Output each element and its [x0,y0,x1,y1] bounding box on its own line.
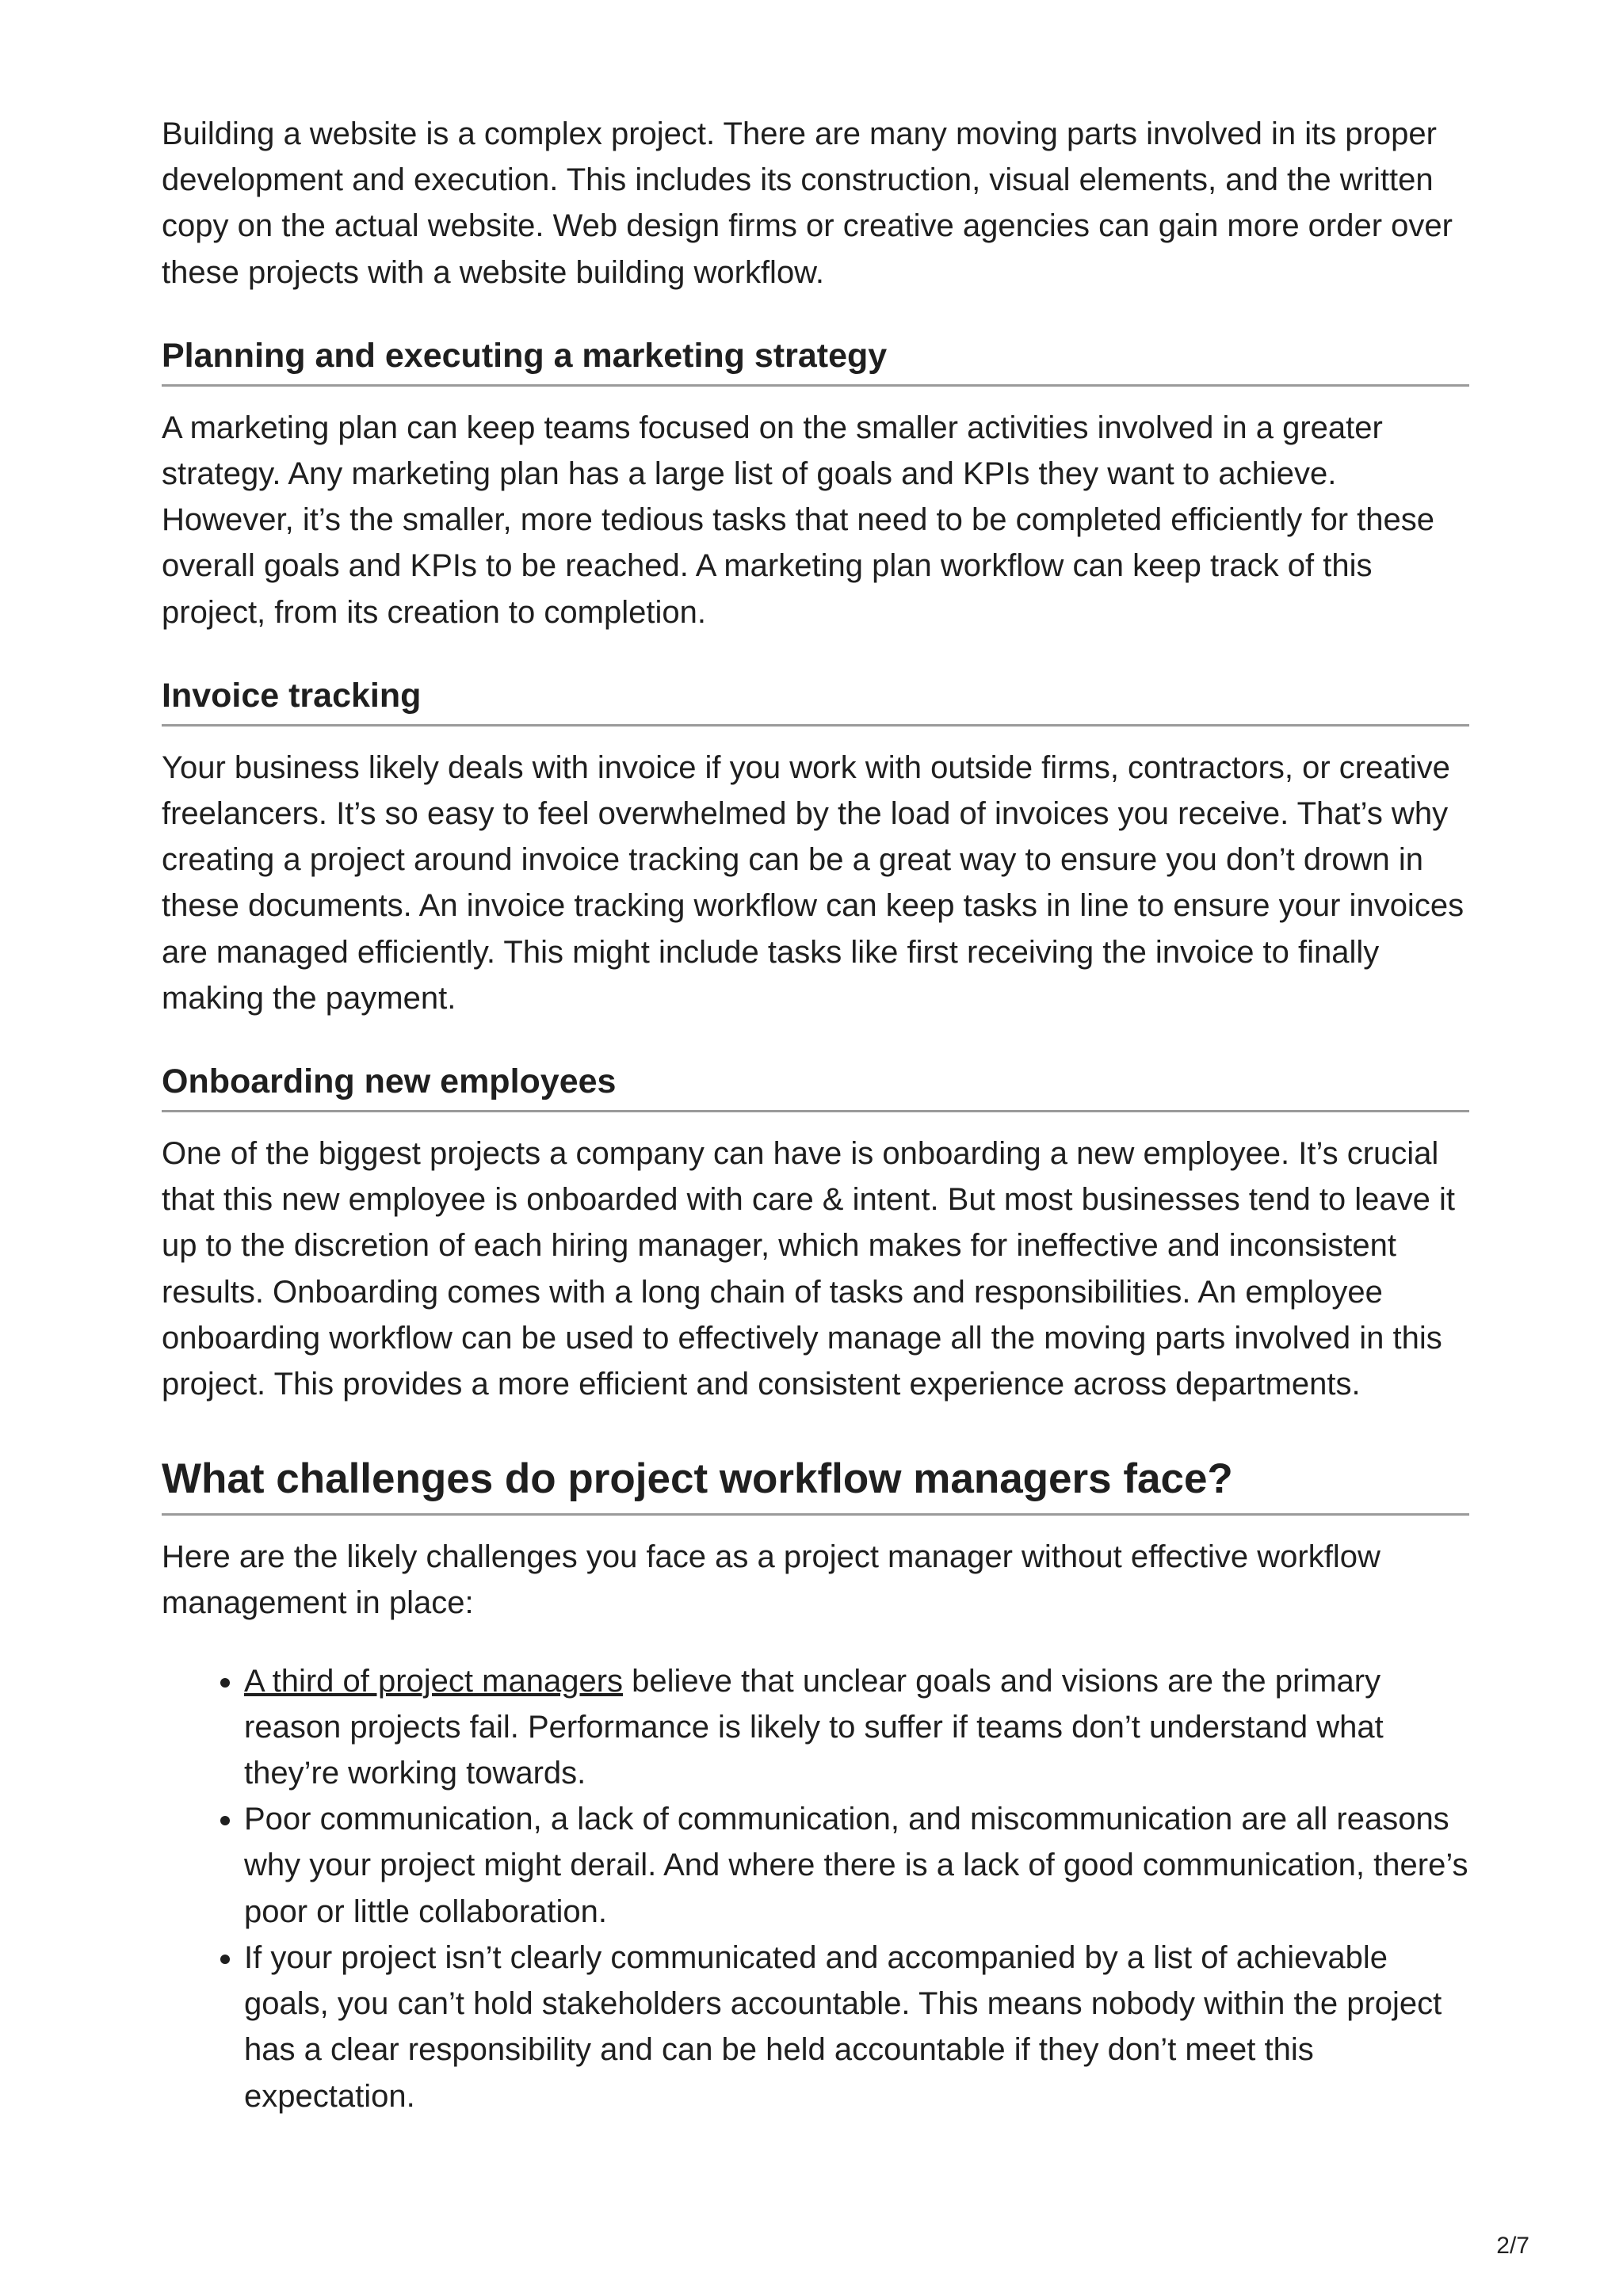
section-heading-marketing: Planning and executing a marketing strategy [162,334,1469,387]
list-item: • If your project isn’t clearly communicated and accompanied by a list of achievable goals, you can’t hold stakeholders accountable. This means nobody within the project has a clear responsibility and can be held accountable if they don’t meet this expectation. [244,1935,1469,2119]
third-of-project-managers-link[interactable]: A third of project managers [244,1663,624,1699]
section-body-invoice: Your business likely deals with invoice if you work with outside firms, contractors, or creative freelancers. It’s so easy to feel overwhelmed by the load of invoices you receive. That’s why creating a project around invoice tracking can be a great way to ensure you don’t drown in these documents. An invoice tracking workflow can keep tasks in line to ensure your invoices are managed efficiently. This might include tasks like first receiving the invoice to finally making the payment. [162,749,1465,1016]
section-body-onboarding: One of the biggest projects a company can have is onboarding a new employee. It’s crucial that this new employee is onboarded with care & intent. But most businesses tend to leave it up to the discretion of each hiring manager, which makes for ineffective and inconsistent results. Onboarding comes with a long chain of tasks and responsibilities. An employee onboarding workflow can be used to effectively manage all the moving parts involved in this project. This provides a more efficient and consistent experience across departments. [162,1136,1456,1402]
list-item [244,1658,1469,1797]
page-number: 2/7 [1496,2233,1529,2259]
intro-paragraph: Building a website is a complex project. There are many moving parts involved in its proper development and execution. This includes its construction, visual elements, and the written copy on the actual website. Web design firms or creative agencies can gain more order over these projects with a website building workflow. [162,116,1453,290]
challenges-list [162,1658,1469,2119]
list-item-text: believe that unclear goals and visions are the primary reason projects fail. Performance is likely to suffer if teams don’t understand what they’re working towards. [244,1663,1384,1791]
challenges-heading: What challenges do project workflow managers face? [162,1453,1469,1516]
list-item: • Poor communication, a lack of communication, and miscommunication are all reasons why your project might derail. And where there is a lack of good communication, there’s poor or little collaboration. [244,1796,1469,1935]
section-heading-invoice: Invoice tracking [162,673,1469,727]
article-content [162,111,1469,2119]
challenges-intro: Here are the likely challenges you face as a project manager without effective workflow management in place: [162,1539,1381,1621]
section-heading-onboarding: Onboarding new employees [162,1059,1469,1112]
section-body-marketing: A marketing plan can keep teams focused on the smaller activities involved in a greater strategy. Any marketing plan has a large list of goals and KPIs they want to achieve. However, it’s the smaller, more tedious tasks that need to be completed efficiently for these overall goals and KPIs to be reached. A marketing plan workflow can keep track of this project, from its creation to completion. [162,410,1435,630]
